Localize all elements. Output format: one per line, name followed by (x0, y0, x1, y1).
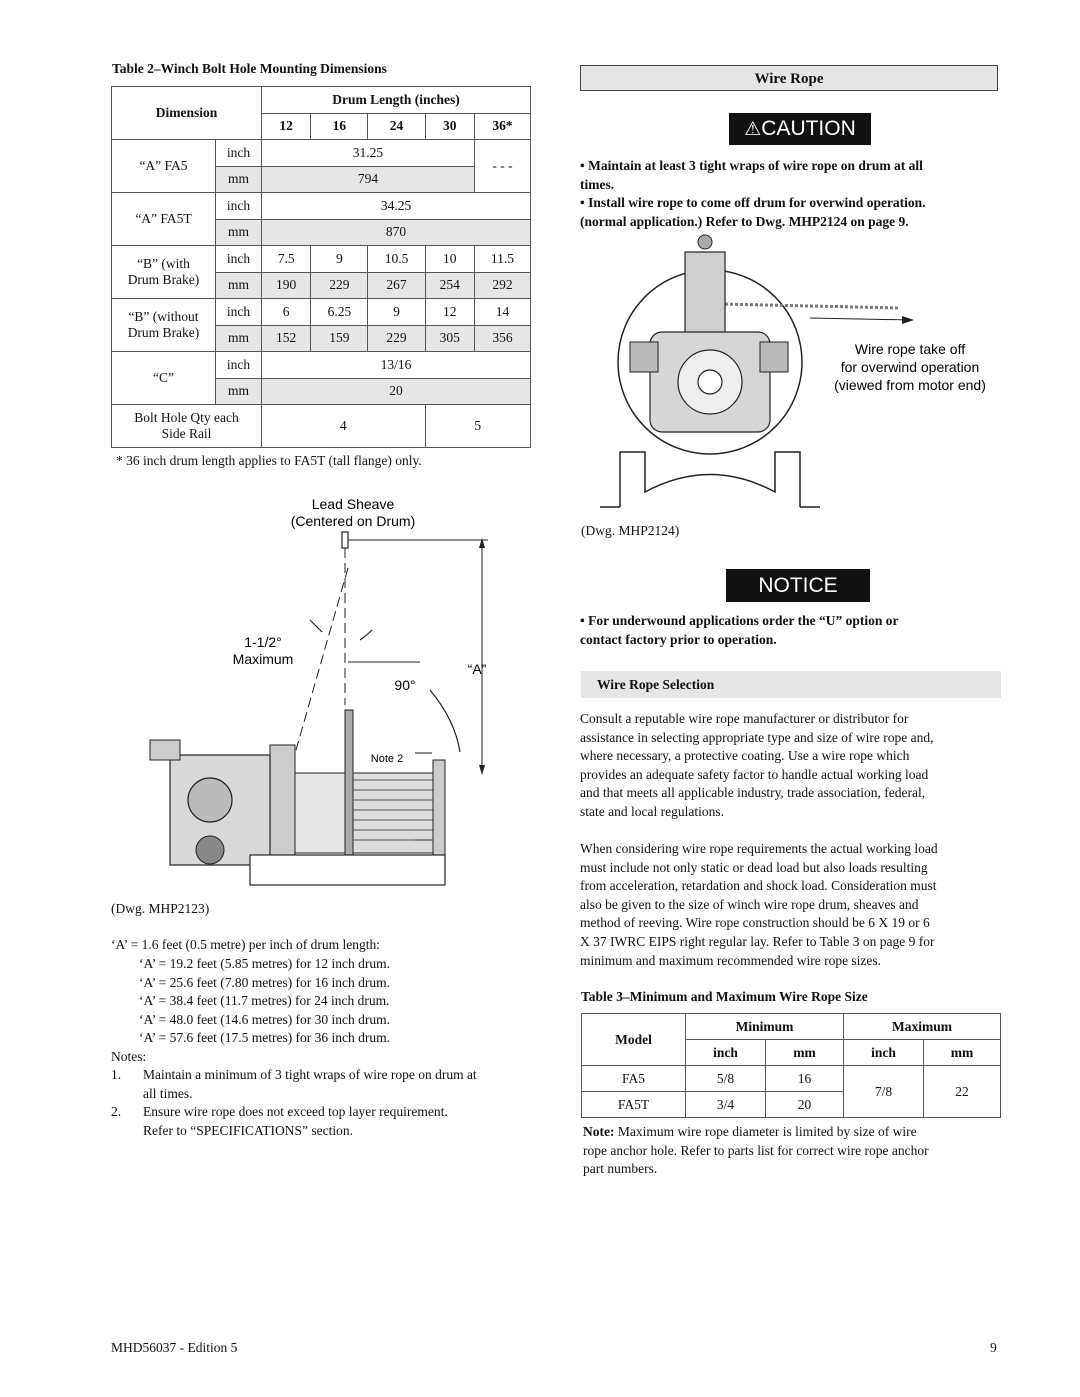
lead-sheave-label: Lead Sheave (311, 496, 395, 512)
row-label-a-fa5t: “A” FA5T (112, 193, 216, 246)
cell-value: 292 (474, 272, 530, 299)
note-1 (111, 1066, 121, 1085)
label-line: “B” (with (137, 256, 190, 271)
notes-label: Notes: (111, 1049, 147, 1064)
para-line: X 37 IWRC EIPS right regular lay. Refer to Table 3 on page 9 for (580, 933, 935, 949)
wire-rope-section-title: Wire Rope (580, 65, 998, 91)
note-2 (111, 1103, 121, 1122)
wire-rope-size-table (581, 1013, 1001, 1118)
cell-value: 20 (766, 1092, 844, 1118)
cell-value: 5/8 (686, 1066, 766, 1092)
para-line: and that meets all applicable industry, trade association, federal, (580, 785, 926, 801)
cell-value: 10.5 (368, 246, 425, 273)
drum-size: 24 (368, 113, 425, 140)
para-line: must include not only static or dead load but also loads resulting (580, 859, 928, 875)
bullet-line: • Maintain at least 3 tight wraps of wire rope on drum at all (580, 158, 923, 173)
unit-inch: inch (216, 140, 262, 167)
angle-label: 1-1/2° (244, 634, 282, 650)
wire-rope (720, 304, 900, 308)
end-flange (270, 745, 295, 865)
sheave-shape (342, 532, 348, 548)
note-line: part numbers. (583, 1161, 658, 1177)
takeoff-label: Wire rope take off (854, 341, 966, 357)
unit-mm: mm (216, 219, 262, 246)
para-line: method of reeving. Wire rope construction should be 6 X 19 or 6 (580, 915, 930, 931)
row-label-c: “C” (112, 352, 216, 405)
cell-value: - - - (474, 140, 530, 193)
cell-value: 356 (474, 325, 530, 352)
mounting-dimensions-table (111, 86, 531, 448)
row-label-bolt-qty (112, 405, 262, 448)
note-2-text (143, 1103, 448, 1140)
drum-flange (345, 710, 353, 860)
header-mm: mm (766, 1040, 844, 1066)
lead-sheave-label: (Centered on Drum) (290, 513, 416, 529)
label-line: Drum Brake) (127, 272, 200, 287)
table2-footnote: * 36 inch drum length applies to FA5T (tall flange) only. (116, 453, 422, 468)
dimension-a-label: “A” (467, 661, 487, 677)
cell-value: 159 (311, 325, 368, 352)
notice-bullet (580, 612, 899, 649)
bullet-line: (normal application.) Refer to Dwg. MHP2124 on page 9. (580, 213, 909, 229)
header-minimum: Minimum (686, 1014, 844, 1040)
table2-title: Table 2–Winch Bolt Hole Mounting Dimensions (112, 61, 387, 76)
cell-value: 9 (368, 299, 425, 326)
unit-inch: inch (216, 299, 262, 326)
ninety-arc (430, 690, 460, 752)
cell-value: 16 (766, 1066, 844, 1092)
winch-end-view-drawing (590, 232, 1000, 522)
angle-label: Maximum (232, 651, 294, 667)
note-line: rope anchor hole. Refer to parts list for correct wire rope anchor (583, 1142, 929, 1158)
para-line: Consult a reputable wire rope manufacturer or distributor for (580, 711, 909, 726)
label-line: “B” (without (128, 309, 199, 324)
caution-bullet-1 (580, 157, 923, 194)
header-drum-length: Drum Length (inches) (262, 87, 531, 114)
para-line: When considering wire rope requirements the actual working load (580, 841, 938, 856)
note-line: all times. (143, 1085, 193, 1101)
a-value-line: ‘A’ = 38.4 feet (11.7 metres) for 24 inch drum. (139, 993, 390, 1009)
cell-value: 7.5 (262, 246, 311, 273)
cell-value: 20 (262, 378, 531, 405)
a-values (139, 955, 390, 1048)
header-mm: mm (924, 1040, 1001, 1066)
cell-value: 31.25 (262, 140, 475, 167)
page-number: 9 (990, 1340, 997, 1355)
cell-value: 22 (924, 1066, 1001, 1118)
note-line: Maintain a minimum of 3 tight wraps of wire rope on drum at (143, 1067, 477, 1082)
base-rail (250, 855, 445, 885)
cell-value: 794 (262, 166, 475, 193)
para-line: assistance in selecting appropriate type and size of wire rope and, (580, 729, 934, 745)
bullet-line: • For underwound applications order the “U” option or (580, 613, 899, 628)
dwg-label-mhp2123: (Dwg. MHP2123) (111, 901, 210, 916)
header-inch: inch (686, 1040, 766, 1066)
para-line: from acceleration, retardation and shock load. Consideration must (580, 878, 937, 894)
ninety-degree-label: 90° (394, 677, 416, 693)
label-line: Bolt Hole Qty each (134, 410, 239, 425)
cell-value: 305 (425, 325, 474, 352)
cell-value: 254 (425, 272, 474, 299)
row-label-b-with (112, 246, 216, 299)
para-line: minimum and maximum recommended wire rope sizes. (580, 952, 882, 968)
note-line: Maximum wire rope diameter is limited by size of wire (614, 1124, 917, 1139)
takeoff-label: (viewed from motor end) (834, 377, 986, 393)
label-line: Side Rail (161, 426, 212, 441)
base-frame (620, 452, 800, 507)
cell-value: 229 (311, 272, 368, 299)
caution-label (729, 113, 871, 145)
note-number: 1. (111, 1067, 122, 1082)
cell-value: 229 (368, 325, 425, 352)
note2-label: Note 2 (370, 753, 404, 765)
cell-value: 152 (262, 325, 311, 352)
angle-line (296, 568, 348, 750)
table3-note (583, 1123, 929, 1179)
a-value-line: ‘A’ = 48.0 feet (14.6 metres) for 30 inch drum. (139, 1011, 391, 1027)
drum-size: 16 (311, 113, 368, 140)
warning-triangle-icon: ⚠ (744, 119, 762, 140)
label-line: Drum Brake) (127, 325, 200, 340)
cell-value: 190 (262, 272, 311, 299)
dwg-label-mhp2124: (Dwg. MHP2124) (581, 523, 680, 538)
para-line: also be given to the size of winch wire rope drum, sheaves and (580, 896, 919, 912)
a-value-line: ‘A’ = 25.6 feet (7.80 metres) for 16 inch drum. (139, 974, 391, 990)
cell-model: FA5T (582, 1092, 686, 1118)
selection-paragraph-2 (580, 840, 938, 970)
para-line: where necessary, a protective coating. Use a wire rope which (580, 748, 910, 764)
cell-value: 12 (425, 299, 474, 326)
table3-title: Table 3–Minimum and Maximum Wire Rope Size (581, 989, 868, 1004)
para-line: state and local regulations. (580, 803, 724, 819)
row-label-b-without (112, 299, 216, 352)
header-model: Model (582, 1014, 686, 1066)
caution-text: CAUTION (761, 117, 856, 140)
bullet-line: • Install wire rope to come off drum for overwind operation. (580, 195, 926, 210)
unit-inch: inch (216, 352, 262, 379)
cell-value: 6 (262, 299, 311, 326)
cell-value: 14 (474, 299, 530, 326)
row-label-a-fa5: “A” FA5 (112, 140, 216, 193)
wire-rope-selection-title: Wire Rope Selection (581, 671, 1001, 698)
cell-value: 13/16 (262, 352, 531, 379)
winch-lead-sheave-drawing (110, 490, 540, 900)
drum (353, 773, 433, 853)
cell-value: 267 (368, 272, 425, 299)
drum-size: 36* (474, 113, 530, 140)
note-bold: Note: (583, 1124, 615, 1139)
unit-inch: inch (216, 193, 262, 220)
cell-value: 34.25 (262, 193, 531, 220)
drum-size: 30 (425, 113, 474, 140)
cell-value: 6.25 (311, 299, 368, 326)
cell-value: 5 (425, 405, 530, 448)
note-1-text (143, 1066, 477, 1103)
a-value-line: ‘A’ = 19.2 feet (5.85 metres) for 12 inch drum. (139, 956, 391, 971)
takeoff-arrow (810, 318, 912, 320)
a-formula: ‘A’ = 1.6 feet (0.5 metre) per inch of drum length: (111, 937, 381, 952)
note-number: 2. (111, 1104, 122, 1119)
unit-mm: mm (216, 272, 262, 299)
cell-value: 9 (311, 246, 368, 273)
bullet-line: times. (580, 176, 615, 192)
cell-value: 10 (425, 246, 474, 273)
cell-value: 3/4 (686, 1092, 766, 1118)
takeoff-label: for overwind operation (840, 359, 980, 375)
footer-doc-id: MHD56037 - Edition 5 (111, 1340, 238, 1355)
header-dimension: Dimension (112, 87, 262, 140)
header-maximum: Maximum (844, 1014, 1001, 1040)
cell-value: 11.5 (474, 246, 530, 273)
header-inch: inch (844, 1040, 924, 1066)
cell-value: 7/8 (844, 1066, 924, 1118)
cell-value: 870 (262, 219, 531, 246)
cell-value: 4 (262, 405, 426, 448)
unit-inch: inch (216, 246, 262, 273)
unit-mm: mm (216, 378, 262, 405)
notice-label: NOTICE (726, 569, 870, 602)
bullet-line: contact factory prior to operation. (580, 631, 777, 647)
para-line: provides an adequate safety factor to handle actual working load (580, 766, 929, 782)
selection-paragraph-1 (580, 710, 934, 822)
a-value-line: ‘A’ = 57.6 feet (17.5 metres) for 36 inch drum. (139, 1030, 391, 1046)
cell-model: FA5 (582, 1066, 686, 1092)
unit-mm: mm (216, 166, 262, 193)
note-line: Ensure wire rope does not exceed top layer requirement. (143, 1104, 448, 1119)
caution-bullet-2 (580, 194, 926, 231)
unit-mm: mm (216, 325, 262, 352)
drum-size: 12 (262, 113, 311, 140)
note-line: Refer to “SPECIFICATIONS” section. (143, 1122, 353, 1138)
